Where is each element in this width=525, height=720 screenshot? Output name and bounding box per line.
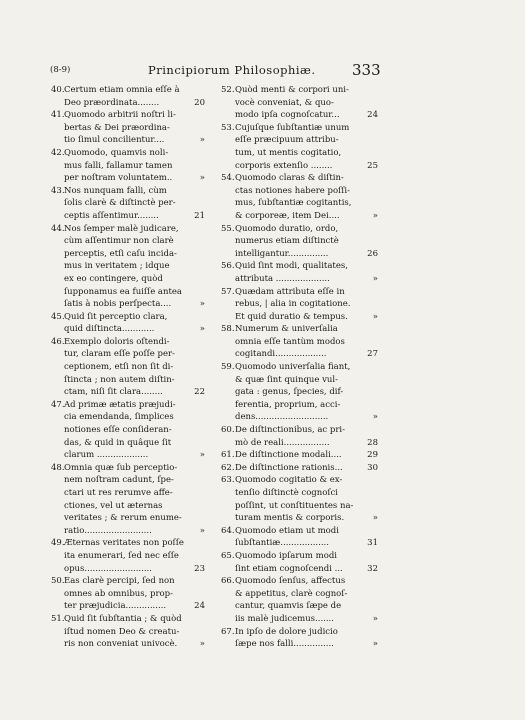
- header-section-ref: (8-9): [50, 65, 71, 75]
- toc-entry-line: [221, 487, 378, 500]
- toc-entry-line: [221, 248, 378, 261]
- toc-entry-line: [51, 273, 205, 286]
- toc-entry-line: [51, 550, 205, 563]
- toc-entry: [221, 449, 378, 462]
- toc-entry-number: 57.: [221, 286, 235, 297]
- toc-entry-line: [51, 147, 205, 160]
- toc-entry-text: Æternas veritates non poſſe: [64, 538, 184, 549]
- toc-entry-text: Nos nunquam falli, cùm: [64, 185, 167, 196]
- toc-entry-page: »: [199, 299, 205, 310]
- toc-entry-line: [221, 361, 378, 374]
- toc-entry-line: [221, 235, 378, 248]
- toc-entry-text: Numerum & univerſalia: [235, 324, 338, 335]
- toc-entry-line: [51, 348, 205, 361]
- toc-entry-line: [221, 298, 378, 311]
- toc-entry-text: mus, ſubſtantiæ cogitantis,: [235, 198, 352, 209]
- toc-entry-text: De diſtinctione modali....: [235, 450, 342, 461]
- toc-entry-number: 67.: [221, 626, 235, 637]
- toc-entry: [51, 462, 205, 538]
- toc-entry-number: 46.: [51, 336, 65, 347]
- toc-entry-line: [221, 97, 378, 110]
- toc-entry-number: 50.: [51, 576, 65, 587]
- toc-entry: [221, 361, 378, 424]
- toc-entry-line: [221, 600, 378, 613]
- toc-entry-text: mus in veritatem ; idque: [64, 261, 170, 272]
- toc-entry: [51, 575, 205, 613]
- toc-entry-page: 29: [367, 450, 378, 461]
- toc-entry-line: [221, 626, 378, 639]
- toc-entry-text: tum, ut mentis cogitatio,: [235, 147, 342, 158]
- toc-entry-text: Quid ſit ſubſtantia ; & quòd: [64, 613, 182, 624]
- toc-entry: [51, 185, 205, 223]
- toc-entry-number: 41.: [51, 110, 65, 121]
- toc-entry-text: quid diſtincta............: [64, 324, 155, 335]
- toc-entry-text: Deo præordinata........: [64, 97, 160, 108]
- toc-entry-line: [221, 386, 378, 399]
- toc-entry-text: clarum ...................: [64, 450, 149, 461]
- toc-entry-line: [51, 84, 205, 97]
- toc-entry-text: ex eo contingere, quòd: [64, 273, 163, 284]
- toc-entry-line: [51, 638, 205, 651]
- toc-entry-line: [51, 537, 205, 550]
- toc-entry-line: [51, 109, 205, 122]
- toc-entry-line: [51, 525, 205, 538]
- toc-entry-text: ſtincta ; non autem diſtin-: [64, 374, 175, 385]
- toc-entry-line: [221, 399, 378, 412]
- toc-entry-line: [51, 512, 205, 525]
- toc-entry-line: [51, 500, 205, 513]
- toc-entry-line: [221, 537, 378, 550]
- toc-entry-text: eſſe præcipuum attribu-: [235, 135, 339, 146]
- toc-entry-page: 25: [367, 160, 378, 171]
- toc-entry-text: iſtud nomen Deo & creatu-: [64, 626, 180, 637]
- toc-entry-text: ſatis à nobis perſpecta....: [64, 299, 172, 310]
- toc-entry-page: »: [372, 412, 378, 423]
- header-title: Principiorum Philosophiæ.: [148, 63, 316, 77]
- toc-entry-number: 49.: [51, 538, 65, 549]
- toc-entry-line: [221, 638, 378, 651]
- toc-entry-line: [221, 588, 378, 601]
- toc-entry-page: 32: [367, 563, 378, 574]
- toc-entry-line: [221, 474, 378, 487]
- toc-entry-page: »: [199, 324, 205, 335]
- toc-entry-text: tio ſimul concilientur....: [64, 135, 165, 146]
- toc-entry-number: 48.: [51, 462, 65, 473]
- page-number: 333: [352, 61, 381, 79]
- toc-entry-text: tur, claram eſſe poſſe per-: [64, 349, 175, 360]
- toc-entry: [221, 172, 378, 222]
- toc-entry-text: turam mentis & corporis.: [235, 513, 345, 524]
- toc-entry: [221, 474, 378, 524]
- toc-entry: [221, 323, 378, 361]
- toc-entry-line: [51, 122, 205, 135]
- toc-right-column: [221, 84, 378, 651]
- toc-entry-number: 58.: [221, 324, 235, 335]
- toc-entry-text: & quæ ſint quinque vul-: [235, 374, 338, 385]
- toc-entry-page: »: [372, 613, 378, 624]
- toc-entry-text: cogitandi...................: [235, 349, 327, 360]
- toc-entry-text: ſubſtantiæ..................: [235, 538, 329, 549]
- toc-entry: [221, 223, 378, 261]
- toc-entry-line: [51, 487, 205, 500]
- toc-entry-text: omnes ab omnibus, prop-: [64, 588, 173, 599]
- toc-entry-text: opus.........................: [64, 563, 152, 574]
- toc-entry-line: [51, 626, 205, 639]
- toc-entry: [221, 525, 378, 550]
- toc-entry-line: [221, 210, 378, 223]
- toc-entry-text: veritates ; & rerum enume-: [64, 513, 182, 524]
- toc-entry-number: 56.: [221, 261, 235, 272]
- toc-entry-number: 60.: [221, 425, 235, 436]
- toc-entry-text: nem noſtram cadunt, ſpe-: [64, 475, 174, 486]
- toc-entry-page: »: [199, 135, 205, 146]
- toc-entry: [221, 575, 378, 625]
- toc-entry-text: rebus, | alia in cogitatione.: [235, 299, 351, 310]
- toc-entry-line: [221, 122, 378, 135]
- toc-entry-line: [51, 311, 205, 324]
- toc-entry-line: [221, 134, 378, 147]
- toc-entry-number: 55.: [221, 223, 235, 234]
- toc-entry-line: [51, 462, 205, 475]
- toc-entry-text: De diſtinctione rationis...: [235, 462, 343, 473]
- toc-entry-number: 52.: [221, 85, 235, 95]
- toc-entry-text: Certum etiam omnia eſſe à: [64, 85, 180, 95]
- toc-entry-line: [221, 411, 378, 424]
- toc-entry-line: [221, 323, 378, 336]
- toc-entry-line: [221, 223, 378, 236]
- toc-entry-number: 51.: [51, 613, 65, 624]
- toc-entry-line: [221, 172, 378, 185]
- toc-entry-text: Quomodo univerſalia fiant,: [235, 362, 351, 373]
- toc-entry-line: [51, 235, 205, 248]
- toc-entry-line: [221, 197, 378, 210]
- toc-entry-number: 59.: [221, 362, 235, 373]
- toc-entry-number: 65.: [221, 550, 235, 561]
- toc-entry-text: Quid ſint modi, qualitates,: [235, 261, 348, 272]
- toc-entry-line: [221, 109, 378, 122]
- toc-entry-line: [221, 311, 378, 324]
- toc-entry-page: »: [199, 450, 205, 461]
- toc-entry-page: 20: [194, 97, 205, 108]
- toc-entry-page: »: [199, 639, 205, 650]
- toc-entry: [51, 223, 205, 311]
- toc-left-column: [51, 84, 205, 651]
- toc-entry-page: 30: [367, 462, 378, 473]
- toc-entry-line: [221, 550, 378, 563]
- toc-entry-line: [221, 348, 378, 361]
- toc-entry-text: Cujuſque ſubſtantiæ unum: [235, 122, 350, 133]
- toc-entry-line: [221, 512, 378, 525]
- toc-entry-text: dens...........................: [235, 412, 329, 423]
- toc-entry-line: [51, 323, 205, 336]
- toc-entry-line: [51, 575, 205, 588]
- toc-entry-page: 22: [194, 387, 205, 398]
- toc-entry-text: intelligantur...............: [235, 248, 329, 259]
- toc-entry-line: [221, 525, 378, 538]
- toc-entry-text: corporis extenſio ........: [235, 160, 333, 171]
- toc-entry-page: 24: [367, 110, 378, 121]
- toc-entry-line: [51, 260, 205, 273]
- toc-entry-line: [221, 613, 378, 626]
- toc-entry-text: numerus etiam diſtinctè: [235, 236, 339, 247]
- toc-entry-line: [221, 437, 378, 450]
- toc-entry-page: 23: [194, 563, 205, 574]
- toc-entry-page: »: [372, 210, 378, 221]
- toc-entry: [51, 537, 205, 575]
- toc-entry: [51, 147, 205, 185]
- toc-entry-text: das, & quid in quâque ſit: [64, 437, 172, 448]
- toc-entry-line: [51, 588, 205, 601]
- toc-entry-number: 63.: [221, 475, 235, 486]
- toc-entry-line: [51, 298, 205, 311]
- toc-entry: [51, 109, 205, 147]
- toc-entry: [221, 550, 378, 575]
- toc-entry: [221, 122, 378, 172]
- toc-entry-page: »: [372, 311, 378, 322]
- toc-entry-line: [51, 386, 205, 399]
- toc-entry-line: [221, 84, 378, 97]
- toc-entry-text: Ad primæ ætatis præjudi-: [64, 399, 176, 410]
- toc-entry-text: iis malè judicemus.......: [235, 613, 334, 624]
- toc-entry-line: [221, 424, 378, 437]
- toc-entry-text: ter præjudicia...............: [64, 601, 167, 612]
- toc-entry-text: vocè conveniat, & quo-: [235, 97, 334, 108]
- toc-entry-line: [51, 600, 205, 613]
- toc-entry-line: [51, 134, 205, 147]
- toc-entry-line: [51, 160, 205, 173]
- toc-entry-line: [51, 286, 205, 299]
- toc-entry-line: [51, 172, 205, 185]
- toc-entry-text: mus falli, fallamur tamen: [64, 160, 173, 171]
- toc-entry-text: cùm aſſentimur non clarè: [64, 236, 174, 247]
- toc-entry-text: per noſtram voluntatem..: [64, 173, 173, 184]
- toc-entry-number: 47.: [51, 399, 65, 410]
- toc-entry-text: cia emendanda, ſimplices: [64, 412, 174, 423]
- toc-entry-page: »: [372, 513, 378, 524]
- toc-entry-line: [51, 197, 205, 210]
- toc-entry-line: [221, 563, 378, 576]
- toc-entry-line: [221, 336, 378, 349]
- toc-entry-number: 61.: [221, 450, 235, 461]
- toc-entry-text: ceptionem, etſi non ſit di-: [64, 362, 174, 373]
- toc-entry-number: 44.: [51, 223, 65, 234]
- toc-entry-page: 31: [367, 538, 378, 549]
- toc-entry-line: [221, 575, 378, 588]
- toc-entry-text: Quædam attributa eſſe in: [235, 286, 345, 297]
- toc-entry-line: [221, 160, 378, 173]
- toc-entry-page: 24: [194, 601, 205, 612]
- toc-entry-text: ſupponamus ea fuiſſe antea: [64, 286, 182, 297]
- toc-entry: [51, 84, 205, 109]
- toc-entry-text: ctari ut res rerumve affe-: [64, 488, 173, 498]
- toc-entry-line: [51, 336, 205, 349]
- toc-entry-number: 43.: [51, 185, 65, 196]
- toc-entry-number: 54.: [221, 173, 235, 184]
- toc-entry-text: Quomodo ipſarum modi: [235, 550, 338, 561]
- toc-entry-number: 62.: [221, 462, 235, 473]
- toc-entry-page: 28: [367, 437, 378, 448]
- toc-entry-text: Quomodo duratio, ordo,: [235, 223, 339, 234]
- toc-entry-text: De diſtinctionibus, ac pri-: [235, 425, 345, 436]
- toc-entry-text: poſſint, ut conſtituentes na-: [235, 500, 354, 511]
- toc-entry-line: [51, 361, 205, 374]
- toc-entry-text: ferentia, proprium, acci-: [235, 399, 341, 410]
- toc-entry: [221, 84, 378, 122]
- toc-entry-text: Quomodo etiam ut modi: [235, 525, 339, 536]
- toc-entry-text: ſæpe nos falli...............: [235, 639, 334, 650]
- toc-entry-line: [221, 147, 378, 160]
- toc-entry-text: & appetitus, clarè cognoſ-: [235, 588, 348, 599]
- toc-entry-text: ita enumerari, ſed nec eſſe: [64, 550, 179, 561]
- toc-entry-text: perceptis, etſi caſu incida-: [64, 248, 177, 259]
- toc-entry-text: ſint etiam cognoſcendi ...: [235, 563, 343, 574]
- toc-entry-line: [51, 424, 205, 437]
- toc-entry-line: [51, 374, 205, 387]
- toc-entry-text: bertas & Dei præordina-: [64, 122, 170, 133]
- toc-entry-line: [221, 374, 378, 387]
- toc-entry-text: mò de reali.................: [235, 437, 330, 448]
- toc-entry-number: 53.: [221, 122, 235, 133]
- toc-entry-text: ceptis aſſentimur........: [64, 210, 159, 221]
- toc-entry-line: [51, 437, 205, 450]
- toc-entry: [221, 462, 378, 475]
- toc-entry-text: Quomodo ſenſus, affectus: [235, 576, 346, 587]
- toc-entry-text: Quomodo, quamvis noli-: [64, 147, 169, 158]
- toc-entry-text: Quomodo cogitatio & ex-: [235, 475, 343, 486]
- toc-entry-number: 40.: [51, 85, 65, 95]
- toc-entry-page: 26: [367, 248, 378, 259]
- toc-entry-line: [221, 500, 378, 513]
- toc-entry-text: modo ipſa cognoſcatur...: [235, 110, 340, 121]
- toc-entry-page: »: [372, 273, 378, 284]
- toc-entry-line: [221, 449, 378, 462]
- toc-entry-line: [51, 449, 205, 462]
- toc-entry-text: & corporeæ, item Dei....: [235, 210, 340, 221]
- toc-entry-text: tenſio diſtinctè cognoſci: [235, 488, 338, 498]
- toc-entry-line: [51, 185, 205, 198]
- toc-entry-line: [221, 286, 378, 299]
- toc-entry-text: Quomodo arbitrii noſtri li-: [64, 110, 176, 121]
- toc-entry-text: Quomodo claras & diſtin-: [235, 173, 344, 184]
- toc-entry-line: [51, 399, 205, 412]
- toc-entry-text: Et quid duratio & tempus.: [235, 311, 348, 322]
- toc-entry-text: ris non conveniat univocè.: [64, 639, 178, 650]
- toc-entry-text: attributa ....................: [235, 273, 330, 284]
- toc-entry-text: ratio.........................: [64, 525, 152, 536]
- toc-entry-text: Quid ſit perceptio clara,: [64, 311, 168, 322]
- toc-entry-line: [51, 474, 205, 487]
- toc-entry-page: »: [199, 173, 205, 184]
- toc-entry-text: ctiones, vel ut æternas: [64, 500, 163, 511]
- toc-entry-text: Exemplo doloris oſtendi-: [64, 336, 170, 347]
- toc-entry-page: »: [199, 525, 205, 536]
- toc-entry-text: In ipſo de dolore judicio: [235, 626, 338, 637]
- toc-entry-number: 42.: [51, 147, 65, 158]
- toc-entry-page: 21: [194, 210, 205, 221]
- toc-entry: [51, 336, 205, 399]
- toc-entry-text: cantur, quamvis ſæpe de: [235, 601, 342, 612]
- toc-entry: [51, 613, 205, 651]
- toc-entry-text: Eas clarè percipi, ſed non: [64, 576, 175, 587]
- toc-entry-number: 45.: [51, 311, 65, 322]
- toc-entry-number: 64.: [221, 525, 235, 536]
- toc-entry: [221, 286, 378, 324]
- toc-entry-text: Quòd menti & corpori uni-: [235, 85, 349, 95]
- toc-entry-text: ctam, niſi ſit clara........: [64, 387, 163, 398]
- toc-entry-number: 66.: [221, 576, 235, 587]
- toc-entry: [221, 626, 378, 651]
- toc-entry-line: [51, 563, 205, 576]
- toc-entry-text: notiones eſſe conſideran-: [64, 425, 172, 436]
- toc-entry-text: Nos ſemper malè judicare,: [64, 223, 179, 234]
- toc-entry-text: ſolis clarè & diſtinctè per-: [64, 198, 176, 209]
- toc-entry-line: [51, 210, 205, 223]
- toc-entry-line: [221, 185, 378, 198]
- toc-entry-line: [51, 613, 205, 626]
- running-header: [50, 61, 381, 79]
- toc-entry-line: [221, 462, 378, 475]
- toc-entry-text: gata : genus, ſpecies, dif-: [235, 387, 344, 398]
- toc-entry-text: ctas notiones habere poſſi-: [235, 185, 350, 196]
- toc-entry-line: [221, 260, 378, 273]
- toc-entry-text: omnia eſſe tantùm modos: [235, 336, 345, 347]
- toc-entry-page: 27: [367, 349, 378, 360]
- toc-entry-text: Omnia quæ ſub perceptio-: [64, 462, 178, 473]
- toc-entry-page: »: [372, 639, 378, 650]
- toc-entry-line: [51, 248, 205, 261]
- toc-entry: [51, 311, 205, 336]
- toc-entry-line: [51, 411, 205, 424]
- toc-entry-line: [221, 273, 378, 286]
- toc-entry: [221, 260, 378, 285]
- toc-entry: [221, 424, 378, 449]
- toc-entry-line: [51, 97, 205, 110]
- toc-entry-line: [51, 223, 205, 236]
- toc-entry: [51, 399, 205, 462]
